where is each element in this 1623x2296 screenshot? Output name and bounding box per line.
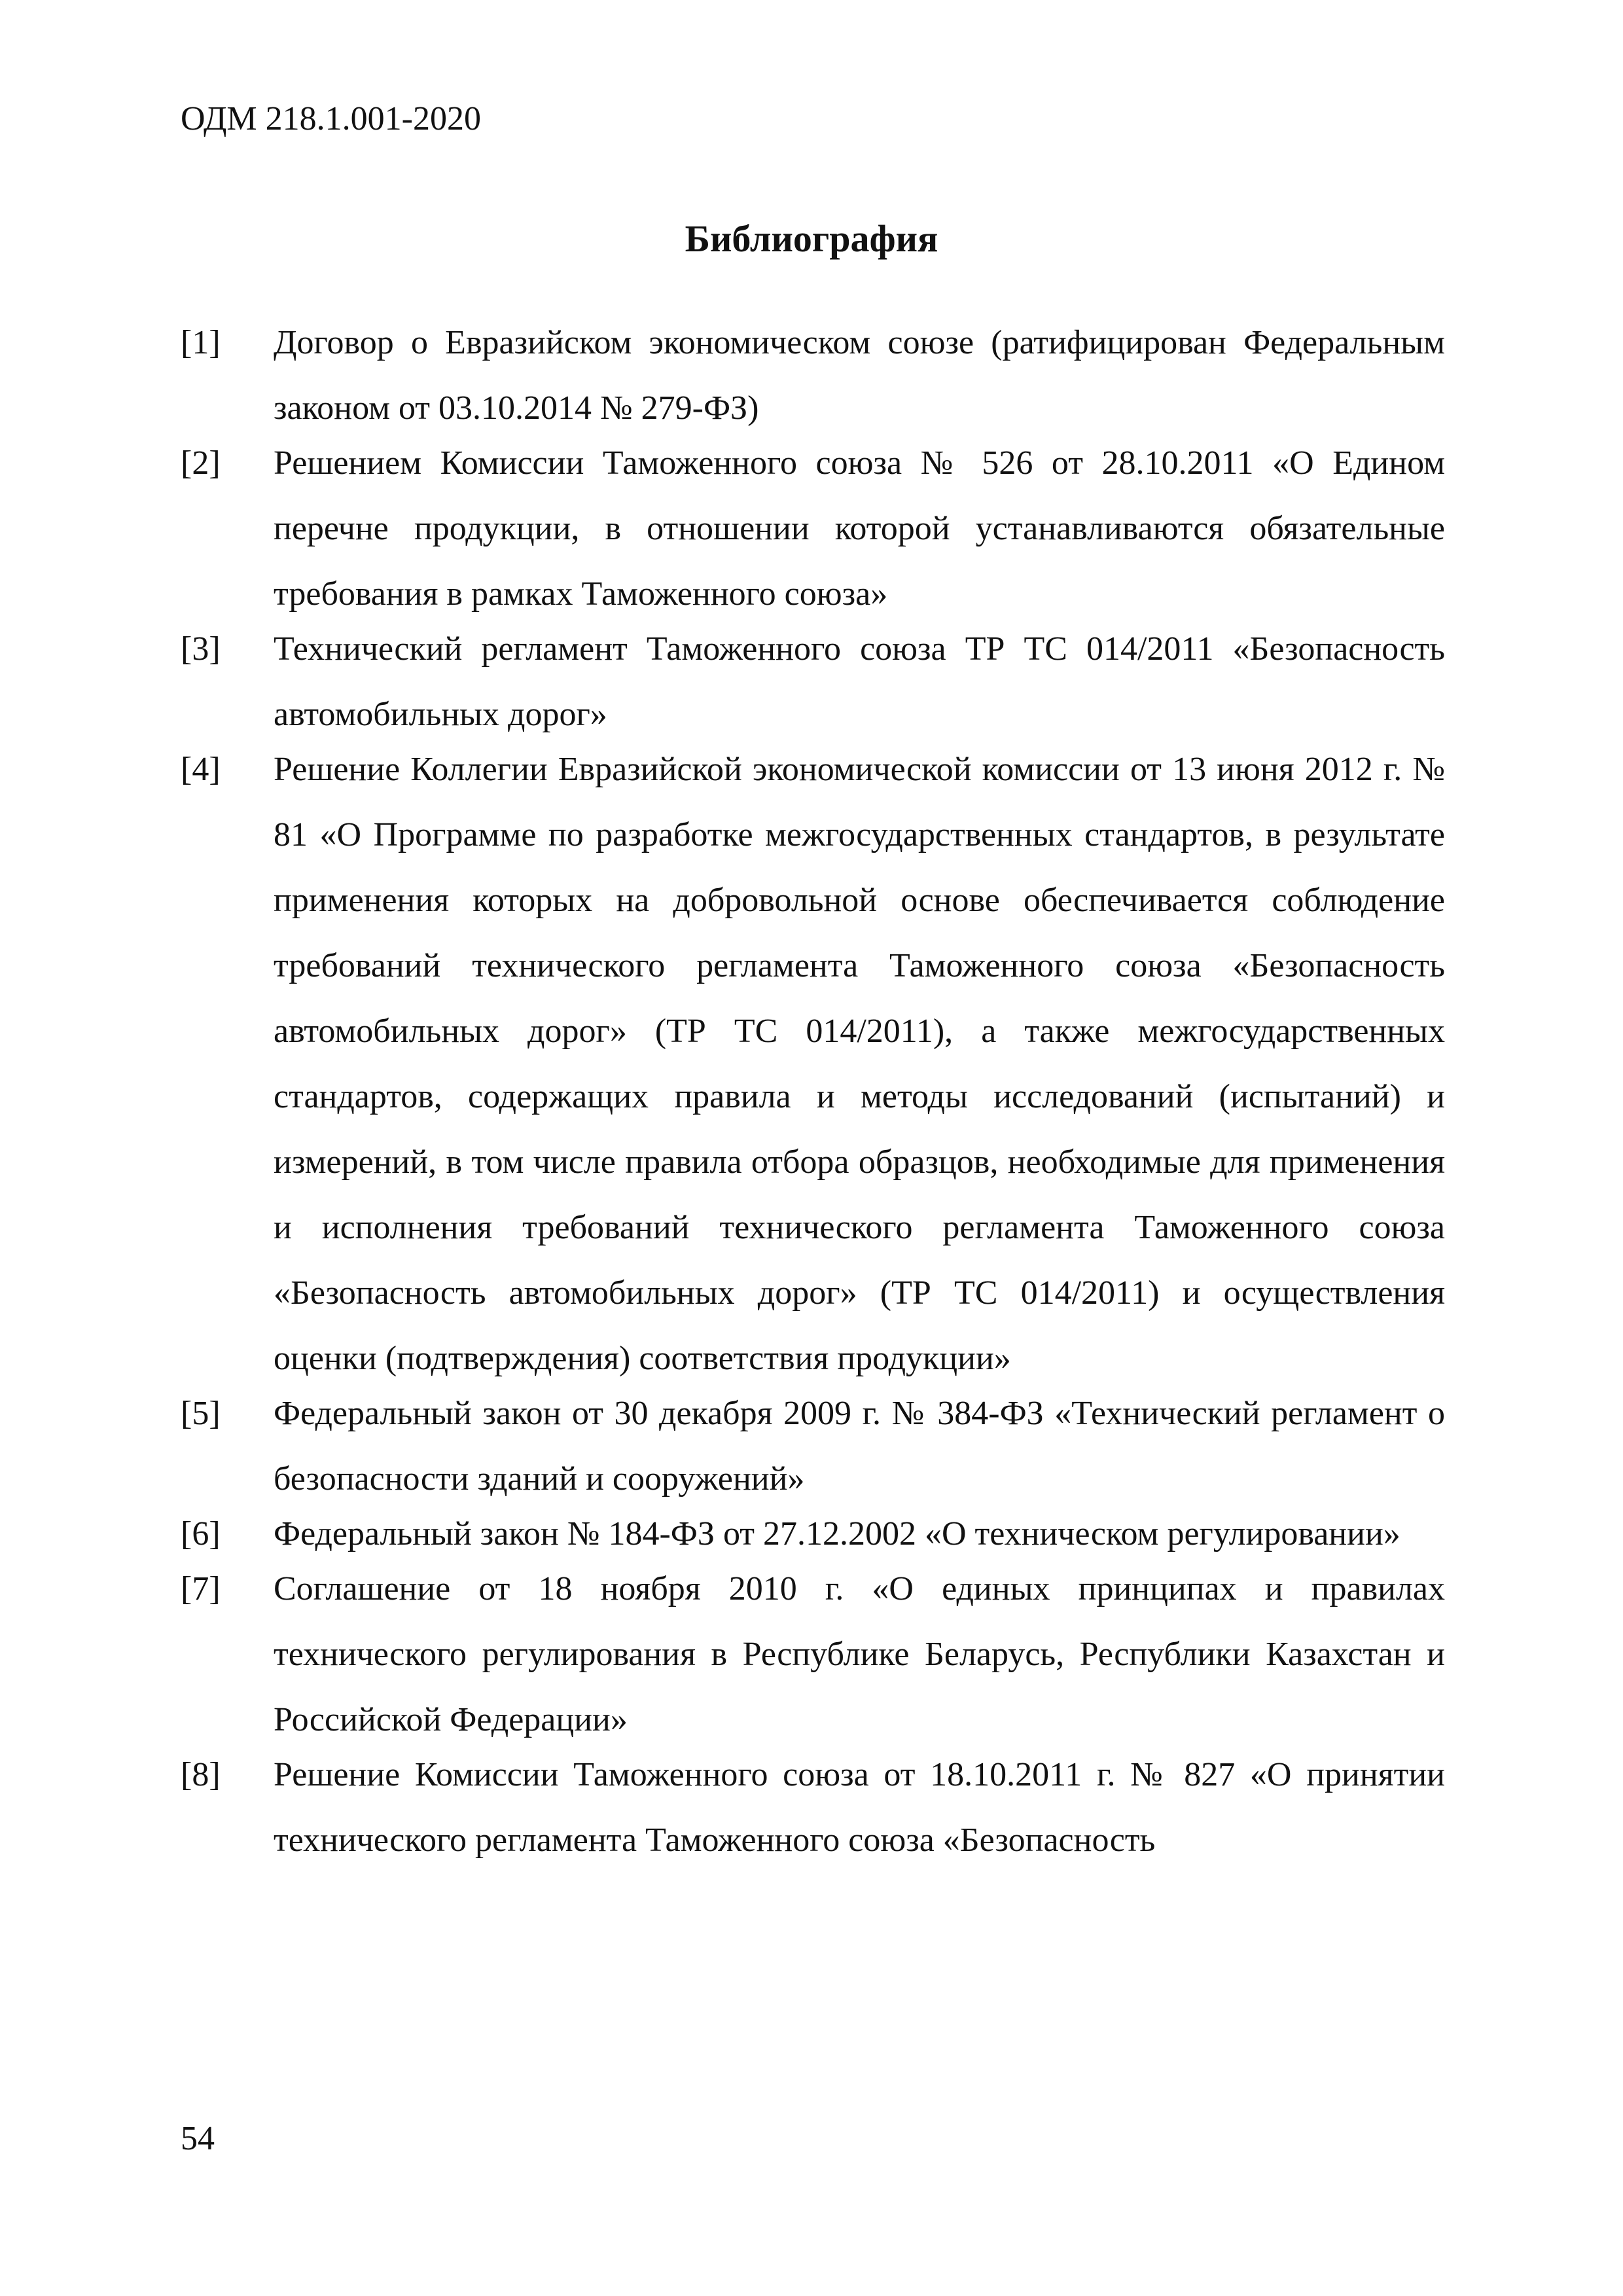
reference-item-3 (181, 627, 1445, 747)
bibliography-list (181, 321, 1445, 1873)
page-number: 54 (181, 2120, 215, 2157)
reference-number: [1] (181, 324, 221, 361)
reference-number: [3] (181, 630, 221, 668)
reference-number: [4] (181, 751, 221, 788)
reference-number: [6] (181, 1515, 221, 1552)
reference-number: [7] (181, 1570, 221, 1607)
reference-item-2 (181, 441, 1445, 627)
page-title: Библиография (685, 217, 938, 260)
reference-text: Решением Комиссии Таможенного союза № 526 от 28.10.2011 «О Едином перечне продукции, в отношении которой устанавливаются обязательные требования в рамках Таможенного союза» (274, 444, 1445, 613)
reference-number: [2] (181, 444, 221, 482)
reference-number: [5] (181, 1395, 221, 1432)
reference-text: Решение Комиссии Таможенного союза от 18.10.2011 г. № 827 «О принятии технического регламента Таможенного союза «Безопасность (274, 1756, 1445, 1859)
reference-item-8 (181, 1753, 1445, 1873)
reference-item-1 (181, 321, 1445, 441)
reference-text: Федеральный закон от 30 декабря 2009 г. № 384-ФЗ «Технический регламент о безопасности зданий и сооружений» (274, 1395, 1445, 1498)
reference-text: Соглашение от 18 ноября 2010 г. «О единых принципах и правилах технического регулирования в Республике Беларусь, Республики Казахстан и Российской Федерации» (274, 1570, 1445, 1738)
reference-item-7 (181, 1567, 1445, 1753)
document-code: ОДМ 218.1.001-2020 (181, 100, 481, 137)
reference-text: Договор о Евразийском экономическом союзе (ратифицирован Федеральным законом от 03.10.2014 № 279-ФЗ) (274, 324, 1445, 427)
reference-text: Федеральный закон № 184-ФЗ от 27.12.2002 «О техническом регулировании» (274, 1515, 1400, 1552)
reference-text: Технический регламент Таможенного союза ТР ТС 014/2011 «Безопасность автомобильных дорог» (274, 630, 1445, 733)
reference-number: [8] (181, 1756, 221, 1793)
reference-item-4 (181, 747, 1445, 1391)
reference-text: Решение Коллегии Евразийской экономической комиссии от 13 июня 2012 г. № 81 «О Программе по разработке межгосударственных стандартов, в результате применения которых на добровольной основе обеспечивается соблюдение требований технического регламента Таможенного союза «Безопасность автомобильных дорог» (ТР ТС 014/2011), а также межгосударственных стандартов, содержащих правила и методы исследований (испытаний) и измерений, в том числе правила отбора образцов, необходимые для применения и исполнения требований технического регламента Таможенного союза «Безопасность автомобильных дорог» (ТР ТС 014/2011) и осуществления оценки (подтверждения) соответствия продукции» (274, 751, 1445, 1377)
reference-item-5 (181, 1391, 1445, 1512)
